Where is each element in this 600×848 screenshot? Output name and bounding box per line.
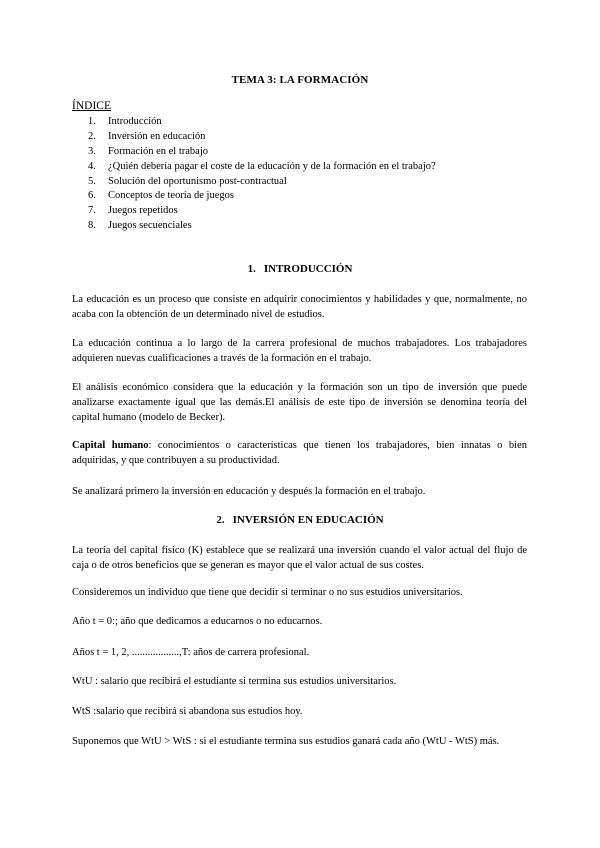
index-item-number: 8. bbox=[88, 220, 96, 232]
definition-text: : conocimientos o características que tienen los trabajadores, bien innatas o bien adquiridas, y que contribuyen a su productividad. bbox=[72, 440, 527, 466]
paragraph: Consideremos un individuo que tiene que decidir si terminar o no sus estudios universitarios. bbox=[72, 587, 463, 598]
section-heading-inversion bbox=[0, 514, 600, 526]
index-item-number: 1. bbox=[88, 116, 96, 127]
index-item-text: Inversión en educación bbox=[108, 130, 206, 142]
paragraph: La teoría del capital físico (K) establece que se realizará una inversión cuando el valor actual del flujo de caja o de otros beneficios que se generan es mayor que el valor actual de sus costes. bbox=[72, 545, 527, 571]
index-item-number: 2. bbox=[88, 130, 96, 142]
index-item bbox=[88, 160, 436, 175]
index-item-text: Solución del oportunismo post-contractual bbox=[108, 175, 287, 187]
index-item-text: Conceptos de teoría de juegos bbox=[108, 190, 234, 202]
index-item bbox=[88, 115, 436, 130]
document-title: TEMA 3: LA FORMACIÓN bbox=[231, 74, 369, 86]
index-item bbox=[88, 204, 436, 219]
index-item bbox=[88, 189, 436, 204]
section-number: 2. bbox=[216, 514, 225, 526]
section-title: INVERSIÓN EN EDUCACIÓN bbox=[232, 514, 384, 526]
section-number: 1. bbox=[247, 263, 256, 275]
paragraph: WtU : salario que recibirá el estudiante si termina sus estudios universitarios. bbox=[72, 676, 397, 687]
defined-term: Capital humano bbox=[72, 440, 149, 451]
index-heading: ÍNDICE bbox=[72, 100, 111, 112]
index-item-number: 6. bbox=[88, 190, 96, 202]
index-item-text: ¿Quién debería pagar el coste de la educación y de la formación en el trabajo? bbox=[108, 160, 436, 172]
section-heading-introduccion bbox=[0, 263, 600, 275]
index-list bbox=[88, 115, 436, 234]
index-item-text: Introducción bbox=[108, 116, 162, 127]
paragraph: Suponemos que WtU > WtS : si el estudiante termina sus estudios ganará cada año (WtU - WtS) más. bbox=[72, 736, 500, 747]
index-item bbox=[88, 219, 436, 234]
paragraph: La educación continua a lo largo de la carrera profesional de muchos trabajadores. Los trabajadores adquieren nuevas cualificaciones a través de la formación en el trabajo. bbox=[72, 338, 527, 364]
index-item-text: Formación en el trabajo bbox=[108, 145, 209, 157]
paragraph: La educación es un proceso que consiste en adquirir conocimientos y habilidades y que, normalmente, no acaba con la obtención de un determinado nivel de estudios. bbox=[72, 294, 527, 320]
index-item bbox=[88, 175, 436, 190]
paragraph: Se analizará primero la inversión en educación y después la formación en el trabajo. bbox=[72, 486, 426, 497]
index-item-text: Juegos repetidos bbox=[108, 205, 178, 217]
paragraph-capital-humano bbox=[72, 438, 527, 468]
index-item-number: 7. bbox=[88, 205, 96, 217]
paragraph: El análisis económico considera que la educación y la formación son un tipo de inversión que puede analizarse exactamente igual que las demás.El análisis de este tipo de inversión se denomina teoría del capital humano (modelo de Becker). bbox=[72, 382, 527, 423]
paragraph: Año t = 0:; año que dedicamos a educarnos o no educarnos. bbox=[72, 616, 323, 627]
paragraph: Años t = 1, 2, ..................,T: años de carrera profesional. bbox=[72, 647, 310, 658]
index-item bbox=[88, 130, 436, 145]
index-item-text: Juegos secuenciales bbox=[108, 220, 192, 232]
index-item bbox=[88, 145, 436, 160]
index-item-number: 4. bbox=[88, 160, 96, 172]
index-item-number: 5. bbox=[88, 175, 96, 187]
index-item-number: 3. bbox=[88, 145, 96, 157]
section-title: INTRODUCCIÓN bbox=[263, 263, 353, 275]
paragraph: WtS :salario que recibirá si abandona sus estudios hoy. bbox=[72, 706, 303, 717]
